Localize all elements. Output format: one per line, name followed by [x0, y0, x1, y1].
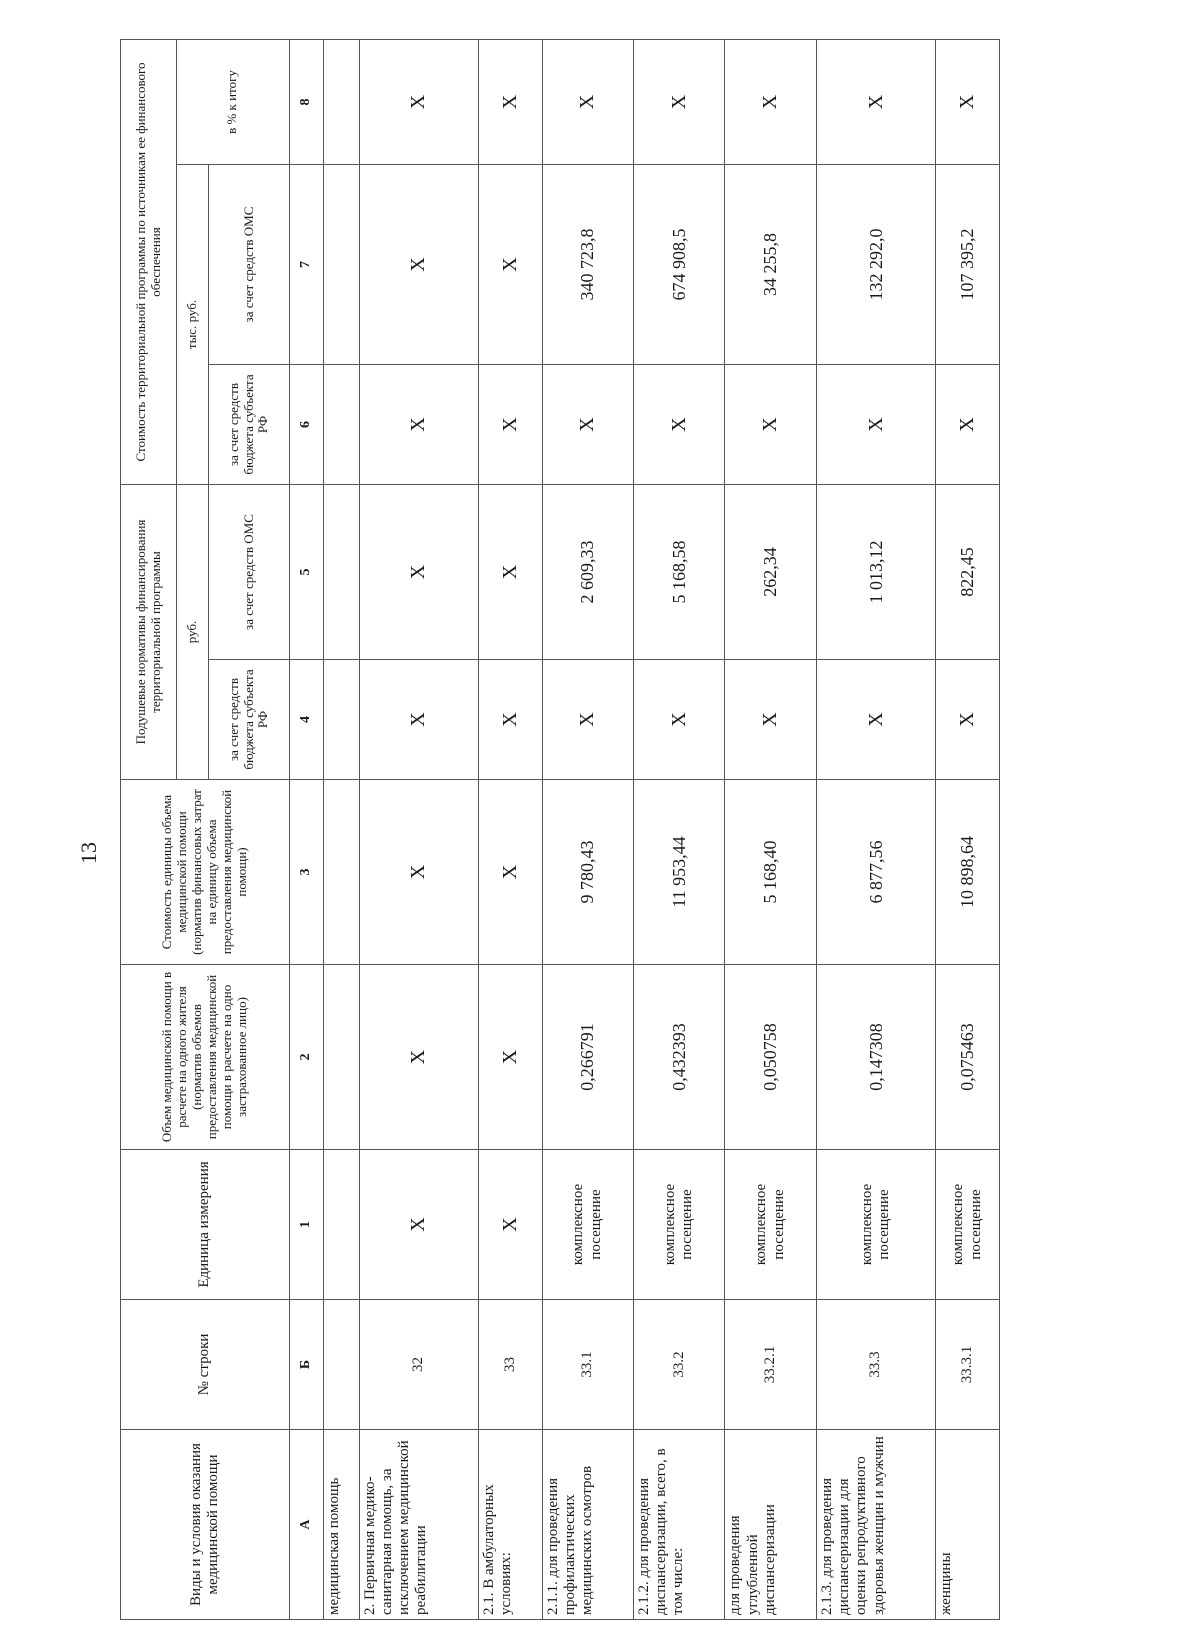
header-norm-unit: руб. [177, 485, 209, 780]
index-cell: 4 [289, 660, 323, 780]
table-cell-c8: X [478, 39, 542, 164]
table-cell-c5: 5 168,58 [633, 485, 724, 660]
table-row [359, 39, 478, 1619]
table-cell-c6: X [359, 365, 478, 485]
table-cell-c4: X [816, 660, 935, 780]
header-cost-unit: тыс. руб. [177, 165, 209, 485]
table-cell-b: 32 [359, 1300, 478, 1430]
index-cell: Б [289, 1300, 323, 1430]
rotated-table-wrapper [120, 40, 1000, 1620]
table-cell-u [323, 1150, 359, 1300]
table-cell-c5: X [478, 485, 542, 660]
table-row [936, 39, 1000, 1619]
table-cell-b: 33.2.1 [725, 1300, 816, 1430]
table-cell-c2: X [478, 965, 542, 1150]
table-row [816, 39, 935, 1619]
table-cell-u: комплексное посещение [542, 1150, 633, 1300]
table-cell-c3: 6 877,56 [816, 780, 935, 965]
table-row [542, 39, 633, 1619]
table-cell-u: комплексное посещение [816, 1150, 935, 1300]
header-col-7: за счет средств ОМС [209, 165, 289, 365]
table-cell-c2: 0,147308 [816, 965, 935, 1150]
table-cell-a: 2.1.1. для проведения профилактических медицинских осмотров [542, 1430, 633, 1620]
table-cell-c8 [323, 39, 359, 164]
column-index-row [289, 39, 323, 1619]
header-group-cost: Стоимость территориальной программы по источникам ее финансового обеспечения [121, 39, 177, 484]
table-cell-c5: 1 013,12 [816, 485, 935, 660]
table-cell-c7: 132 292,0 [816, 165, 935, 365]
table-cell-c2: 0,432393 [633, 965, 724, 1150]
table-cell-c3: 5 168,40 [725, 780, 816, 965]
table-cell-c6: X [816, 365, 935, 485]
header-group-norm: Подушевые нормативы финансирования территориальной программы [121, 485, 177, 780]
table-cell-c4: X [633, 660, 724, 780]
table-cell-c2: 0,050758 [725, 965, 816, 1150]
index-cell: 3 [289, 780, 323, 965]
table-row [725, 39, 816, 1619]
table-cell-u: комплексное посещение [633, 1150, 724, 1300]
table-cell-c4: X [725, 660, 816, 780]
table-cell-c4: X [936, 660, 1000, 780]
header-col-8: в % к итогу [177, 39, 289, 164]
table-cell-c3 [323, 780, 359, 965]
table-cell-c3: X [478, 780, 542, 965]
table-cell-c6 [323, 365, 359, 485]
table-cell-c3: 10 898,64 [936, 780, 1000, 965]
table-cell-a: 2.1. В амбулаторных условиях: [478, 1430, 542, 1620]
table-cell-c6: X [542, 365, 633, 485]
table-cell-c7: 107 395,2 [936, 165, 1000, 365]
table-cell-c8: X [725, 39, 816, 164]
table-cell-c2: 0,075463 [936, 965, 1000, 1150]
table-cell-c8: X [542, 39, 633, 164]
table-cell-c5: X [359, 485, 478, 660]
table-cell-c4: X [542, 660, 633, 780]
header-col-4: за счет средств бюджета субъекта РФ [209, 660, 289, 780]
table-body [323, 39, 999, 1619]
header-col-1: Единица измерения [121, 1150, 290, 1300]
table-cell-c2: X [359, 965, 478, 1150]
table-cell-b: 33.3.1 [936, 1300, 1000, 1430]
table-cell-c6: X [936, 365, 1000, 485]
table-cell-c7: 34 255,8 [725, 165, 816, 365]
table-cell-c3: X [359, 780, 478, 965]
table-cell-c4 [323, 660, 359, 780]
table-cell-a: 2.1.3. для проведения диспансеризации для оценки репродуктивного здоровья женщин и мужчин [816, 1430, 935, 1620]
table-cell-c3: 11 953,44 [633, 780, 724, 965]
table-cell-u: X [478, 1150, 542, 1300]
table-cell-c8: X [816, 39, 935, 164]
table-cell-b [323, 1300, 359, 1430]
table-cell-c2 [323, 965, 359, 1150]
table-cell-b: 33.1 [542, 1300, 633, 1430]
table-cell-u: X [359, 1150, 478, 1300]
index-cell: А [289, 1430, 323, 1620]
table-cell-a: женщины [936, 1430, 1000, 1620]
header-col-6: за счет средств бюджета субъекта РФ [209, 365, 289, 485]
table-cell-c5: 822,45 [936, 485, 1000, 660]
table-row [478, 39, 542, 1619]
header-col-a: Виды и условия оказания медицинской помощи [121, 1430, 290, 1620]
table-cell-b: 33 [478, 1300, 542, 1430]
table-cell-c5 [323, 485, 359, 660]
table-cell-c4: X [478, 660, 542, 780]
index-cell: 5 [289, 485, 323, 660]
table-cell-c6: X [478, 365, 542, 485]
table-cell-c2: 0,266791 [542, 965, 633, 1150]
table-cell-c3: 9 780,43 [542, 780, 633, 965]
table-cell-c6: X [725, 365, 816, 485]
table-cell-c5: 2 609,33 [542, 485, 633, 660]
table-cell-a: 2. Первичная медико-санитарная помощь, за исключением медицинской реабилитации [359, 1430, 478, 1620]
table-cell-u: комплексное посещение [725, 1150, 816, 1300]
table-row [633, 39, 724, 1619]
table-cell-b: 33.3 [816, 1300, 935, 1430]
header-row-1 [121, 39, 177, 1619]
financing-table [120, 39, 1000, 1620]
table-cell-u: комплексное посещение [936, 1150, 1000, 1300]
table-cell-a: для проведения углубленной диспансеризации [725, 1430, 816, 1620]
table-cell-c7 [323, 165, 359, 365]
table-cell-c4: X [359, 660, 478, 780]
table-cell-c5: 262,34 [725, 485, 816, 660]
header-col-2: Объем медицинской помощи в расчете на одного жителя (норматив объемов предоставления медицинской помощи в расчете на одно застрахованное лицо) [121, 965, 290, 1150]
index-cell: 2 [289, 965, 323, 1150]
table-cell-c8: X [936, 39, 1000, 164]
header-col-3: Стоимость единицы объема медицинской помощи (норматив финансовых затрат на единицу объема предоставления медицинской помощи) [121, 780, 290, 965]
table-cell-c8: X [359, 39, 478, 164]
table-cell-c7: X [359, 165, 478, 365]
table-cell-c8: X [633, 39, 724, 164]
table-row [323, 39, 359, 1619]
table-cell-a: медицинская помощь [323, 1430, 359, 1620]
table-cell-c6: X [633, 365, 724, 485]
index-cell: 8 [289, 39, 323, 164]
table-cell-c7: 674 908,5 [633, 165, 724, 365]
header-col-b: № строки [121, 1300, 290, 1430]
header-col-5: за счет средств ОМС [209, 485, 289, 660]
table-cell-c7: 340 723,8 [542, 165, 633, 365]
table-cell-a: 2.1.2. для проведения диспансеризации, всего, в том числе: [633, 1430, 724, 1620]
index-cell: 7 [289, 165, 323, 365]
table-cell-c7: X [478, 165, 542, 365]
index-cell: 1 [289, 1150, 323, 1300]
index-cell: 6 [289, 365, 323, 485]
table-cell-b: 33.2 [633, 1300, 724, 1430]
page-number: 13 [76, 842, 101, 864]
